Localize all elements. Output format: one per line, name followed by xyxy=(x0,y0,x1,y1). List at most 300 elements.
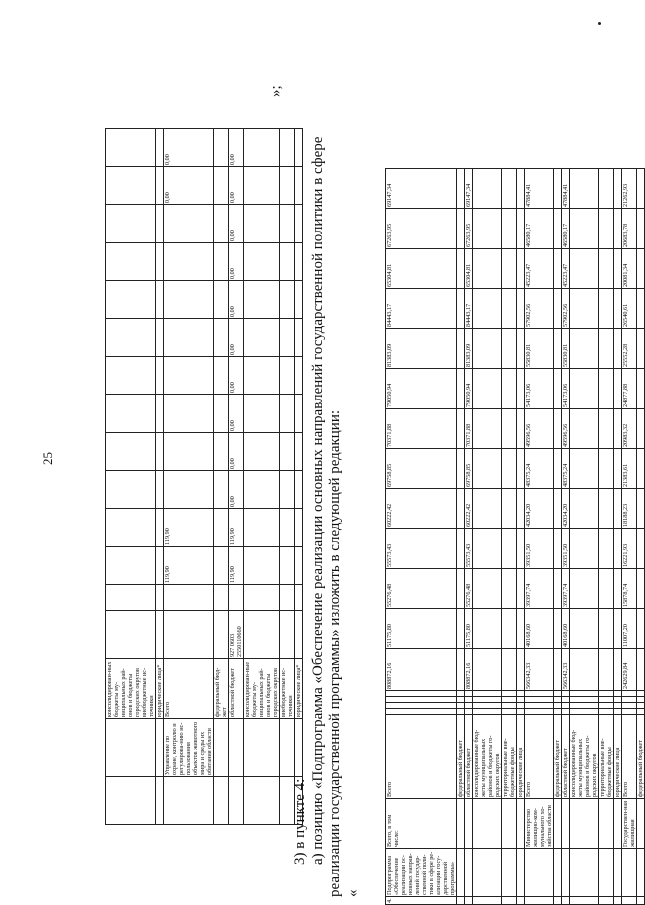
value-cell xyxy=(214,547,229,585)
value-cell xyxy=(502,649,517,691)
funding-source-cell: Всего xyxy=(622,715,637,799)
value-cell: 42034,20 xyxy=(525,489,554,529)
value-cell: 566342,33 xyxy=(562,649,570,691)
value-cell xyxy=(570,489,599,529)
value-cell xyxy=(554,289,562,329)
value-cell xyxy=(156,129,164,167)
value-cell xyxy=(473,329,502,369)
value-cell: 40168,60 xyxy=(525,609,554,649)
value-cell xyxy=(637,609,645,649)
value-cell xyxy=(637,489,645,529)
subprogram-cell xyxy=(502,849,517,897)
code-cell xyxy=(562,691,570,697)
row-number-cell: 4. xyxy=(386,897,457,905)
value-cell xyxy=(214,243,229,281)
value-cell xyxy=(280,129,295,167)
value-cell xyxy=(106,319,156,357)
budget-code-cell: 927 0603 2550110660 xyxy=(229,611,244,659)
code-cell xyxy=(622,709,637,715)
value-cell xyxy=(214,129,229,167)
executor-cell: Всего, в том числе: xyxy=(386,799,457,849)
row-number-cell xyxy=(106,777,156,825)
value-cell xyxy=(156,547,164,585)
value-cell: 39351,50 xyxy=(562,529,570,569)
executor-cell xyxy=(280,719,295,777)
code-cell xyxy=(517,709,525,715)
value-cell: 46580,17 xyxy=(525,209,554,249)
funding-source-cell: консолидированные бюд-жеты муниципальных районов и бюджеты го-родских округов xyxy=(570,715,599,799)
value-cell xyxy=(554,249,562,289)
value-cell: 48375,24 xyxy=(525,449,554,489)
table-top xyxy=(105,128,303,825)
code-cell xyxy=(599,709,614,715)
value-cell xyxy=(280,547,295,585)
code-cell xyxy=(465,697,473,703)
value-cell xyxy=(106,243,156,281)
value-cell xyxy=(106,509,156,547)
value-cell xyxy=(164,319,214,357)
value-cell xyxy=(554,489,562,529)
subprogram-cell xyxy=(517,849,525,897)
value-cell: 67263,95 xyxy=(386,209,457,249)
value-cell: 0,00 xyxy=(229,205,244,243)
value-cell xyxy=(106,205,156,243)
value-cell xyxy=(570,169,599,209)
code-cell xyxy=(570,691,599,697)
value-cell xyxy=(280,509,295,547)
value-cell: 0,00 xyxy=(164,167,214,205)
value-cell xyxy=(502,409,517,449)
value-cell xyxy=(156,357,164,395)
value-cell xyxy=(570,249,599,289)
value-cell xyxy=(554,169,562,209)
value-cell: 57902,56 xyxy=(562,289,570,329)
blank-cell xyxy=(156,585,164,611)
table-row xyxy=(517,169,525,905)
value-cell xyxy=(614,329,622,369)
value-cell: 81383,09 xyxy=(465,329,473,369)
value-cell xyxy=(517,209,525,249)
value-cell xyxy=(517,289,525,329)
value-cell: 0,00 xyxy=(229,281,244,319)
value-cell xyxy=(614,529,622,569)
value-cell xyxy=(614,489,622,529)
code-cell xyxy=(622,691,637,697)
value-cell: 0,00 xyxy=(229,433,244,471)
code-cell xyxy=(622,703,637,709)
budget-code-cell xyxy=(164,611,214,659)
value-cell xyxy=(156,433,164,471)
funding-source-cell: Всего xyxy=(164,659,214,719)
value-cell: 242629,84 xyxy=(622,649,637,691)
value-cell: 49596,56 xyxy=(562,409,570,449)
value-cell xyxy=(473,209,502,249)
value-cell xyxy=(214,433,229,471)
value-cell xyxy=(457,649,465,691)
value-cell: 67263,95 xyxy=(465,209,473,249)
value-cell xyxy=(599,489,614,529)
paragraph-item: 3) в пункте 4: xyxy=(292,778,308,865)
code-cell xyxy=(599,703,614,709)
value-cell xyxy=(570,409,599,449)
code-cell xyxy=(465,703,473,709)
value-cell: 79050,94 xyxy=(465,369,473,409)
executor-cell: Управление по охране, контролю и регулирова-нию ис-пользования объектов животного мира и среды их обитания области xyxy=(164,719,214,777)
value-cell xyxy=(570,209,599,249)
code-cell xyxy=(525,697,554,703)
code-cell xyxy=(502,691,517,697)
value-cell xyxy=(164,471,214,509)
value-cell xyxy=(156,243,164,281)
executor-cell xyxy=(637,799,645,849)
value-cell: 0,00 xyxy=(229,357,244,395)
value-cell xyxy=(106,167,156,205)
value-cell xyxy=(473,649,502,691)
blank-cell xyxy=(106,585,156,611)
code-cell xyxy=(599,691,614,697)
paragraph-line-1: а) позицию «Подпрограмма «Обеспечение реализации основных направлений государственной политики в сфере xyxy=(310,136,326,865)
table-row xyxy=(614,169,622,905)
value-cell xyxy=(244,395,280,433)
value-cell xyxy=(517,609,525,649)
table-row xyxy=(473,169,502,905)
value-cell xyxy=(214,205,229,243)
value-cell xyxy=(280,243,295,281)
code-cell xyxy=(554,703,562,709)
code-cell xyxy=(570,709,599,715)
value-cell xyxy=(554,649,562,691)
value-cell: 55830,81 xyxy=(525,329,554,369)
value-cell xyxy=(599,609,614,649)
executor-cell xyxy=(473,799,502,849)
value-cell: 55830,81 xyxy=(562,329,570,369)
funding-source-cell: территориальные вне-бюджетные фонды xyxy=(502,715,517,799)
value-cell xyxy=(517,449,525,489)
value-cell: 47884,41 xyxy=(562,169,570,209)
executor-cell xyxy=(465,799,473,849)
table-row xyxy=(622,169,637,905)
value-cell xyxy=(517,329,525,369)
value-cell: 60222,42 xyxy=(386,489,457,529)
value-cell: 0,00 xyxy=(229,243,244,281)
budget-code-cell xyxy=(106,611,156,659)
code-cell xyxy=(502,703,517,709)
value-cell xyxy=(457,609,465,649)
budget-code-cell xyxy=(244,611,280,659)
value-cell xyxy=(502,449,517,489)
funding-source-cell: Всего xyxy=(386,715,457,799)
executor-cell xyxy=(229,719,244,777)
value-cell xyxy=(156,281,164,319)
executor-cell xyxy=(106,719,156,777)
subprogram-cell xyxy=(554,849,562,897)
subprogram-cell xyxy=(599,849,614,897)
subprogram-cell xyxy=(622,849,637,897)
value-cell xyxy=(473,449,502,489)
value-cell xyxy=(280,167,295,205)
value-cell xyxy=(502,209,517,249)
value-cell xyxy=(214,167,229,205)
funding-source-cell: областной бюджет xyxy=(229,659,244,719)
value-cell: 39397,74 xyxy=(562,569,570,609)
row-number-cell xyxy=(599,897,614,905)
value-cell xyxy=(473,289,502,329)
code-cell xyxy=(570,697,599,703)
value-cell xyxy=(295,395,303,433)
subprogram-cell xyxy=(525,849,554,897)
value-cell xyxy=(473,489,502,529)
value-cell xyxy=(214,281,229,319)
value-cell xyxy=(164,281,214,319)
funding-source-cell: юридические лица* xyxy=(295,659,303,719)
value-cell xyxy=(614,409,622,449)
value-cell xyxy=(457,249,465,289)
value-cell xyxy=(614,369,622,409)
executor-cell xyxy=(156,719,164,777)
value-cell xyxy=(502,169,517,209)
executor-cell: Государствен-ная жилищная xyxy=(622,799,637,849)
executor-cell xyxy=(562,799,570,849)
value-cell: 119,90 xyxy=(229,547,244,585)
code-cell xyxy=(614,691,622,697)
value-cell xyxy=(457,329,465,369)
value-cell xyxy=(156,205,164,243)
value-cell xyxy=(473,169,502,209)
value-cell xyxy=(502,609,517,649)
code-cell xyxy=(517,703,525,709)
subprogram-cell xyxy=(614,849,622,897)
value-cell xyxy=(473,409,502,449)
code-cell xyxy=(637,709,645,715)
page-number: 25 xyxy=(40,452,55,465)
code-cell xyxy=(570,703,599,709)
value-cell: 65304,81 xyxy=(465,249,473,289)
row-number-cell xyxy=(457,897,465,905)
value-cell xyxy=(244,471,280,509)
value-cell xyxy=(570,369,599,409)
value-cell xyxy=(570,329,599,369)
code-cell xyxy=(473,697,502,703)
value-cell xyxy=(295,205,303,243)
value-cell xyxy=(599,289,614,329)
table-row xyxy=(570,169,599,905)
subprogram-cell xyxy=(570,849,599,897)
code-cell xyxy=(637,691,645,697)
code-cell xyxy=(502,709,517,715)
value-cell: 0,00 xyxy=(229,395,244,433)
code-cell xyxy=(562,703,570,709)
value-cell xyxy=(106,471,156,509)
value-cell xyxy=(517,529,525,569)
funding-source-cell: федеральный бюджет xyxy=(457,715,465,799)
row-number-cell xyxy=(465,897,473,905)
value-cell xyxy=(244,357,280,395)
open-quote: « xyxy=(345,889,361,897)
value-cell: 24877,88 xyxy=(622,369,637,409)
row-number-cell xyxy=(164,777,214,825)
value-cell xyxy=(244,433,280,471)
value-cell xyxy=(457,489,465,529)
value-cell xyxy=(473,249,502,289)
code-cell xyxy=(465,691,473,697)
executor-cell xyxy=(244,719,280,777)
value-cell xyxy=(106,547,156,585)
code-cell xyxy=(473,691,502,697)
value-cell: 119,90 xyxy=(164,547,214,585)
value-cell: 119,90 xyxy=(229,509,244,547)
value-cell: 808872,16 xyxy=(386,649,457,691)
value-cell xyxy=(214,471,229,509)
value-cell xyxy=(244,547,280,585)
value-cell xyxy=(244,509,280,547)
value-cell: 79050,94 xyxy=(386,369,457,409)
value-cell xyxy=(244,167,280,205)
value-cell xyxy=(637,249,645,289)
table-row xyxy=(214,129,229,825)
value-cell xyxy=(554,329,562,369)
funding-source-cell: юридические лица xyxy=(517,715,525,799)
code-cell xyxy=(473,703,502,709)
value-cell xyxy=(502,529,517,569)
executor-cell xyxy=(295,719,303,777)
code-cell xyxy=(554,709,562,715)
value-cell xyxy=(517,169,525,209)
value-cell: 45223,47 xyxy=(525,249,554,289)
value-cell xyxy=(637,329,645,369)
value-cell xyxy=(637,169,645,209)
value-cell: 39397,74 xyxy=(525,569,554,609)
value-cell xyxy=(295,319,303,357)
budget-code-cell xyxy=(214,611,229,659)
code-cell xyxy=(614,703,622,709)
value-cell xyxy=(244,281,280,319)
value-cell xyxy=(156,167,164,205)
value-cell xyxy=(637,209,645,249)
value-cell xyxy=(106,395,156,433)
value-cell xyxy=(244,205,280,243)
value-cell: 25552,28 xyxy=(622,329,637,369)
table-row xyxy=(599,169,614,905)
value-cell: 808872,16 xyxy=(465,649,473,691)
value-cell xyxy=(457,529,465,569)
value-cell xyxy=(295,129,303,167)
value-cell xyxy=(164,205,214,243)
executor-cell xyxy=(554,799,562,849)
value-cell xyxy=(156,319,164,357)
value-cell xyxy=(554,369,562,409)
value-cell xyxy=(457,409,465,449)
value-cell xyxy=(280,281,295,319)
value-cell: 60222,42 xyxy=(465,489,473,529)
value-cell xyxy=(599,369,614,409)
funding-source-cell: Всего xyxy=(525,715,554,799)
value-cell xyxy=(517,569,525,609)
value-cell xyxy=(502,569,517,609)
value-cell xyxy=(554,409,562,449)
value-cell xyxy=(502,369,517,409)
value-cell: 0,00 xyxy=(229,129,244,167)
subprogram-cell: Подпрограмма «Обеспечение реализации ос-новных направ-лений государ-ственной поли-тики в сфере ре-ализации госу-дарственной программы» xyxy=(386,849,457,897)
value-cell: 57902,56 xyxy=(525,289,554,329)
row-number-cell xyxy=(156,777,164,825)
code-cell xyxy=(637,697,645,703)
value-cell xyxy=(280,395,295,433)
value-cell: 21383,61 xyxy=(622,449,637,489)
funding-source-cell: внебюджетные ис-точники xyxy=(280,659,295,719)
funding-source-cell: федеральный бюджет xyxy=(637,715,645,799)
row-number-cell xyxy=(517,897,525,905)
value-cell xyxy=(244,129,280,167)
value-cell xyxy=(156,509,164,547)
value-cell xyxy=(637,569,645,609)
table-row xyxy=(156,129,164,825)
value-cell xyxy=(156,395,164,433)
executor-cell xyxy=(599,799,614,849)
value-cell xyxy=(106,281,156,319)
funding-source-cell: консолидированные бюд-жеты муниципальных районов и бюджеты го-родских округов xyxy=(473,715,502,799)
value-cell xyxy=(570,649,599,691)
table-row xyxy=(164,129,214,825)
value-cell xyxy=(214,357,229,395)
code-cell xyxy=(554,697,562,703)
table-top-body xyxy=(106,129,303,825)
value-cell: 65304,81 xyxy=(386,249,457,289)
code-cell xyxy=(386,703,457,709)
value-cell xyxy=(164,395,214,433)
value-cell: 45223,47 xyxy=(562,249,570,289)
code-cell xyxy=(562,709,570,715)
value-cell: 84443,17 xyxy=(465,289,473,329)
blank-cell xyxy=(295,585,303,611)
value-cell xyxy=(214,319,229,357)
code-cell xyxy=(457,703,465,709)
value-cell xyxy=(295,433,303,471)
code-cell xyxy=(502,697,517,703)
code-cell xyxy=(386,691,457,697)
executor-cell: Министерство жилищно-ком-мунального хо-зяйства области xyxy=(525,799,554,849)
code-cell xyxy=(386,709,457,715)
row-number-cell xyxy=(614,897,622,905)
value-cell: 119,90 xyxy=(164,509,214,547)
value-cell xyxy=(164,433,214,471)
value-cell xyxy=(517,369,525,409)
value-cell: 0,00 xyxy=(229,471,244,509)
budget-code-cell xyxy=(295,611,303,659)
row-number-cell xyxy=(473,897,502,905)
table-row xyxy=(525,169,554,905)
row-number-cell xyxy=(570,897,599,905)
blank-cell xyxy=(244,585,280,611)
close-mark: »; xyxy=(268,85,284,97)
executor-cell xyxy=(517,799,525,849)
value-cell xyxy=(473,529,502,569)
value-cell xyxy=(502,289,517,329)
table-bottom-body xyxy=(386,169,645,905)
blank-cell xyxy=(164,585,214,611)
table-row xyxy=(465,169,473,905)
value-cell xyxy=(570,449,599,489)
value-cell xyxy=(599,529,614,569)
value-cell xyxy=(156,471,164,509)
code-cell xyxy=(562,697,570,703)
funding-source-cell: территориальные вне-бюджетные фонды xyxy=(599,715,614,799)
funding-source-cell: консолидирован-ных бюджеты му-ниципальных рай-онов и бюджеты городских округов внебюджетные ис-точники xyxy=(106,659,156,719)
code-cell xyxy=(599,697,614,703)
value-cell xyxy=(637,529,645,569)
table-row xyxy=(106,129,156,825)
code-cell xyxy=(386,697,457,703)
value-cell xyxy=(457,369,465,409)
